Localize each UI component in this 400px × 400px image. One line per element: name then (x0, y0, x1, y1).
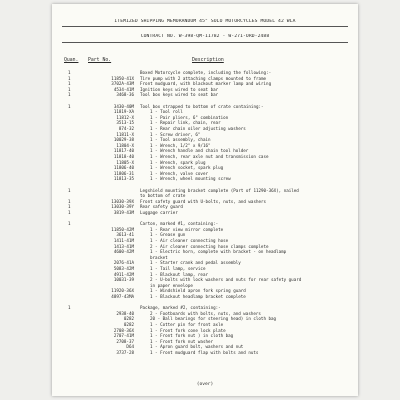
item-description: 1 - Windshield apron fork spring guard (150, 288, 246, 294)
item-part-number: 874-32 (118, 126, 134, 131)
item-quantity: 1 (68, 198, 71, 204)
item-description: 20 - Ball bearings for steering head) in cloth bag (150, 316, 277, 322)
item-description: bracket (150, 254, 168, 260)
item-description: Ignition keys wired to seat bar (140, 86, 219, 92)
item-quantity: 1 (68, 75, 71, 81)
item-description: in paper envelope (150, 282, 193, 288)
item-part-number: 3702A-43M (111, 81, 134, 87)
item-description: Boxed Motorcycle complete, including the following:- (140, 70, 272, 75)
item-description: Tool box strapped to bottom of crate containing:- (140, 103, 264, 109)
item-part-number: 3737-28 (116, 350, 134, 355)
item-description: 1 - Rear view mirror complete (150, 226, 224, 232)
item-description: 1 - Screw driver, 6" (150, 131, 201, 137)
item-description: 1 - Wrench, 1/2" x 9/16" (150, 142, 211, 148)
column-header-quantity: Quan. (64, 58, 79, 63)
item-description: 1 - Tool assembly, chain (150, 137, 211, 143)
item-part-number: 11819-XA (113, 109, 134, 115)
contract-rule (62, 42, 348, 43)
item-part-number: 3613-41 (116, 232, 134, 238)
item-description: 1 - Cotter pin for front axle (150, 322, 224, 327)
item-part-number: 11805-X (116, 159, 134, 165)
item-quantity: 1 (68, 86, 71, 92)
item-part-number: 5083-42M (113, 266, 134, 271)
item-description: 1 - Electric horn, complete with bracket - on headlamp (150, 249, 287, 255)
item-part-number: 3468-36 (116, 92, 134, 98)
item-part-number: 4911-42M (113, 271, 134, 277)
item-part-number: 10029-38 (113, 137, 134, 143)
item-description: 2 - Air cleaner connecting hose clamps complete (150, 243, 269, 249)
item-description: Luggage carrier (140, 210, 178, 215)
item-part-number: 4600-42M (113, 249, 134, 255)
list-item (52, 350, 358, 356)
item-part-number: 11811-X (116, 131, 134, 137)
item-part-number: D64 (126, 344, 134, 350)
item-description: 1 - Front fork nut ) in cloth bag (150, 333, 234, 339)
item-quantity: 1 (68, 204, 71, 210)
item-description: 1 - Wrench, wheel mounting screw (150, 176, 231, 182)
item-quantity: 1 (68, 187, 71, 193)
item-description: 1 - Wrench, rear axle nut and transmission case (150, 154, 269, 159)
item-part-number: 11850-41X (111, 75, 134, 81)
item-quantity: 1 (68, 305, 71, 311)
item-part-number: 1413-41M (113, 243, 134, 249)
column-header-part-number: Part No. (88, 58, 112, 63)
item-part-number: 11806-31 (113, 170, 134, 176)
item-part-number: 13030-39X (111, 198, 134, 204)
item-description: to bottom of crate (140, 193, 186, 199)
item-description: 1 - Air cleaner connecting hose (150, 238, 229, 243)
item-description: Package, marked #2, containing:- (140, 305, 221, 311)
item-part-number: 10031-39 (113, 277, 134, 283)
item-part-number: 3430-40M (113, 103, 134, 109)
item-quantity: 1 (68, 103, 71, 109)
item-part-number: 11804-X (116, 142, 134, 148)
item-part-number: 4897-43MA (111, 294, 134, 299)
item-description: 2 - U-bolts with lock washers and nuts for rear safety guard (150, 277, 302, 283)
item-description: 1 - Tail lamp, service (150, 266, 206, 271)
item-description: Tool box keys wired to seat bar (140, 92, 219, 98)
item-part-number: 11850-42M (111, 226, 134, 232)
item-description: Rear safety guard (140, 204, 183, 210)
item-part-number: 0282 (123, 316, 134, 322)
item-description: Tire pump with 2 attaching clamps mounted to frame (140, 75, 267, 81)
item-part-number: 3513-15 (116, 120, 134, 126)
item-part-number: 11813-35 (113, 176, 134, 182)
item-quantity: 1 (68, 81, 71, 87)
item-description: 1 - Front fork nut washer (150, 338, 214, 344)
item-part-number: 11920-36X (111, 288, 134, 294)
title-rule (62, 26, 348, 27)
item-description: 1 - Grease gun (150, 232, 186, 238)
item-description: Front safety guard with U-bolts, nuts, and washers (140, 198, 267, 204)
page-footer: (over) (196, 382, 214, 387)
item-part-number: 11812-X (116, 114, 134, 120)
item-part-number: 2938-40 (116, 310, 134, 316)
column-header-description: Description (192, 58, 224, 63)
item-description: 1 - Starter crank and pedal assembly (150, 260, 241, 266)
item-part-number: 2076-41A (113, 260, 134, 266)
item-description: Front mudguard, with blackout marker lamp and wiring (140, 81, 272, 87)
item-part-number: 11817-40 (113, 148, 134, 154)
item-part-number: 0282 (123, 322, 134, 327)
item-description: 2 - Footboards with bolts, nuts, and washers (150, 310, 261, 316)
item-description: 1 - Wrench socket, spark plug (150, 165, 224, 171)
item-part-number: 11818-40 (113, 154, 134, 159)
item-description: 1 - Tool roll (150, 109, 183, 115)
item-description: 1 - Wrench, spark plug (150, 159, 206, 165)
item-part-number: 11806-40 (113, 165, 134, 171)
item-part-number: 4534-41M (113, 86, 134, 92)
item-description: 1 - Blackout lamp, rear (150, 271, 208, 277)
item-description: 1 - Wrench, valve cover (150, 170, 208, 176)
item-part-number: 2708-36X (113, 327, 134, 333)
item-description: 1 - Apron guard bolt, washers and nut (150, 344, 244, 350)
item-description: Carton, marked #1, containing:- (140, 221, 219, 227)
item-description: 1 - Blackout headlamp bracket complete (150, 294, 246, 299)
item-part-number: 13030-39Y (111, 204, 134, 210)
item-description: 1 - Rear chain oiler adjusting washers (150, 126, 246, 131)
contract-number: CONTRACT NO. W-398-QM-11782 - W-271-ORD-2488 (140, 34, 270, 39)
item-quantity: 1 (68, 221, 71, 227)
document-sheet (52, 4, 358, 396)
document-title: ITEMIZED SHIPPING MEMORANDUM 45" SOLO MOTORCYCLES MODEL 42 WLA (114, 19, 296, 24)
item-description: 1 - Wrench handle and chain tool holder (150, 148, 249, 154)
item-quantity: 1 (68, 70, 71, 75)
item-list (52, 70, 358, 378)
item-description: 1 - Front mudguard flap with bolts and nuts (150, 350, 259, 355)
item-part-number: 3819-43M (113, 210, 134, 215)
item-description: 1 - Pair pliers, 6" combination (150, 114, 229, 120)
item-quantity: 1 (68, 210, 71, 215)
item-quantity: 1 (68, 92, 71, 98)
item-description: 1 - Repair link, chain, rear (150, 120, 221, 126)
item-description: 1 - Front fork cone lock plate (150, 327, 226, 333)
item-description: Legshield mounting bracket complete (Part of 11290-36X), nailed (140, 187, 299, 193)
item-part-number: 2708-37 (116, 338, 134, 344)
item-part-number: 2707-41M (113, 333, 134, 339)
item-part-number: 1411-41M (113, 238, 134, 243)
